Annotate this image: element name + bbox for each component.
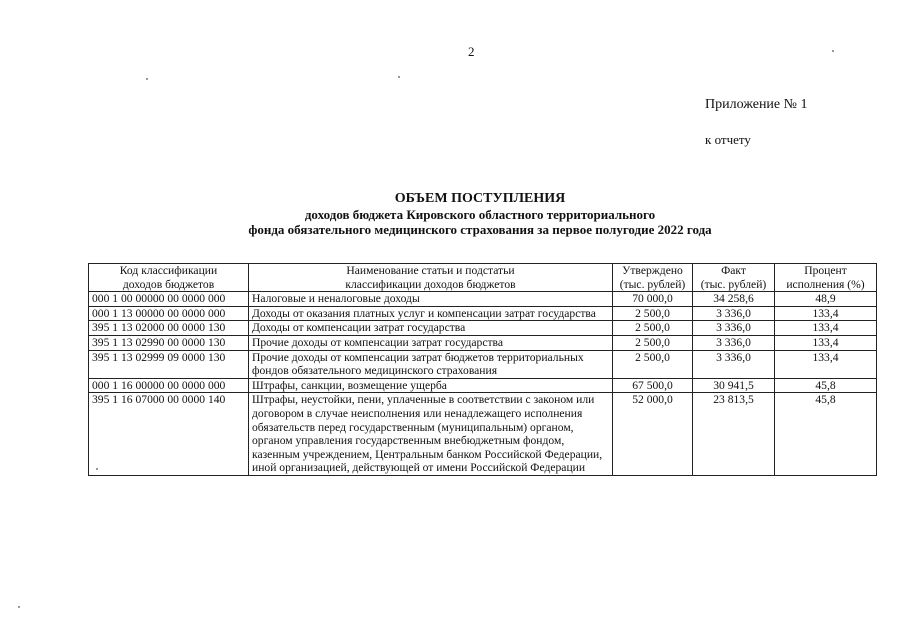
header-name: [249, 264, 613, 292]
row-actual: 3 336,0: [693, 321, 775, 336]
scan-speck: [96, 468, 98, 470]
row-name: Доходы от оказания платных услуг и компенсации затрат государства: [249, 306, 613, 321]
row-approved: 2 500,0: [613, 335, 693, 350]
scan-speck: [146, 78, 148, 80]
table-row: [89, 378, 877, 393]
row-percent: 133,4: [775, 350, 877, 378]
row-percent: 48,9: [775, 292, 877, 307]
row-percent: 133,4: [775, 306, 877, 321]
header-actual: [693, 264, 775, 292]
table-row: [89, 335, 877, 350]
row-name: Налоговые и неналоговые доходы: [249, 292, 613, 307]
row-name: Доходы от компенсации затрат государства: [249, 321, 613, 336]
row-approved: 52 000,0: [613, 393, 693, 476]
row-code: 395 1 16 07000 00 0000 140: [89, 393, 249, 476]
heading-line-3: фонда обязательного медицинского страхования за первое полугодие 2022 года: [248, 222, 712, 237]
header-approved-line-2: (тыс. рублей): [619, 277, 686, 291]
scan-speck: [832, 50, 834, 52]
header-percent: [775, 264, 877, 292]
table-row: [89, 292, 877, 307]
row-name: Штрафы, санкции, возмещение ущерба: [249, 378, 613, 393]
header-approved: [613, 264, 693, 292]
row-code: 000 1 16 00000 00 0000 000: [89, 378, 249, 393]
row-approved: 2 500,0: [613, 350, 693, 378]
row-code: 395 1 13 02999 09 0000 130: [89, 350, 249, 378]
appendix-title: Приложение № 1: [705, 97, 808, 112]
scan-speck: [18, 606, 20, 608]
row-percent: 133,4: [775, 335, 877, 350]
row-percent: 133,4: [775, 321, 877, 336]
row-approved: 70 000,0: [613, 292, 693, 307]
row-actual: 23 813,5: [693, 393, 775, 476]
row-actual: 3 336,0: [693, 306, 775, 321]
table-row: [89, 321, 877, 336]
row-approved: 2 500,0: [613, 321, 693, 336]
heading-line-1: ОБЪЕМ ПОСТУПЛЕНИЯ: [394, 191, 566, 206]
scan-speck: [398, 76, 400, 78]
table-header-row: [89, 264, 877, 292]
row-actual: 3 336,0: [693, 335, 775, 350]
row-actual: 3 336,0: [693, 350, 775, 378]
row-name: Прочие доходы от компенсации затрат бюджетов территориальных фондов обязательного медицинского страхования: [249, 350, 613, 378]
row-percent: 45,8: [775, 378, 877, 393]
appendix-subtitle: к отчету: [705, 132, 751, 147]
header-actual-line-2: (тыс. рублей): [700, 277, 767, 291]
table-row: [89, 350, 877, 378]
row-code: 395 1 13 02990 00 0000 130: [89, 335, 249, 350]
row-code: 000 1 13 00000 00 0000 000: [89, 306, 249, 321]
header-name-line-2: классификации доходов бюджетов: [345, 277, 516, 291]
row-percent: 45,8: [775, 393, 877, 476]
row-actual: 34 258,6: [693, 292, 775, 307]
header-percent-line-1: Процент: [804, 264, 847, 277]
table-row: [89, 393, 877, 476]
row-name: Прочие доходы от компенсации затрат государства: [249, 335, 613, 350]
header-code-line-2: доходов бюджетов: [122, 277, 215, 291]
header-code-line-1: Код классификации: [119, 264, 218, 277]
document-heading: [90, 190, 870, 237]
row-approved: 67 500,0: [613, 378, 693, 393]
revenue-table: [88, 263, 877, 476]
header-name-line-1: Наименование статьи и подстатьи: [346, 264, 515, 277]
page-number: 2: [468, 44, 475, 59]
heading-line-2: доходов бюджета Кировского областного территориального: [304, 207, 656, 222]
row-name: Штрафы, неустойки, пени, уплаченные в соответствии с законом или договором в случае неисполнения или ненадлежащего исполнения обязательств перед государственным (муниципальным) органом, органом управления государственным внебюджетным фондом, казенным учреждением, Центральным банком Российской Федерации, иной организацией, действующей от имени Российской Федерации: [249, 393, 613, 476]
table-row: [89, 306, 877, 321]
header-percent-line-2: исполнения (%): [786, 277, 865, 291]
row-code: 395 1 13 02000 00 0000 130: [89, 321, 249, 336]
header-actual-line-1: Факт: [721, 264, 746, 277]
row-approved: 2 500,0: [613, 306, 693, 321]
row-actual: 30 941,5: [693, 378, 775, 393]
row-code: 000 1 00 00000 00 0000 000: [89, 292, 249, 307]
header-code: [89, 264, 249, 292]
header-approved-line-1: Утверждено: [622, 264, 683, 277]
